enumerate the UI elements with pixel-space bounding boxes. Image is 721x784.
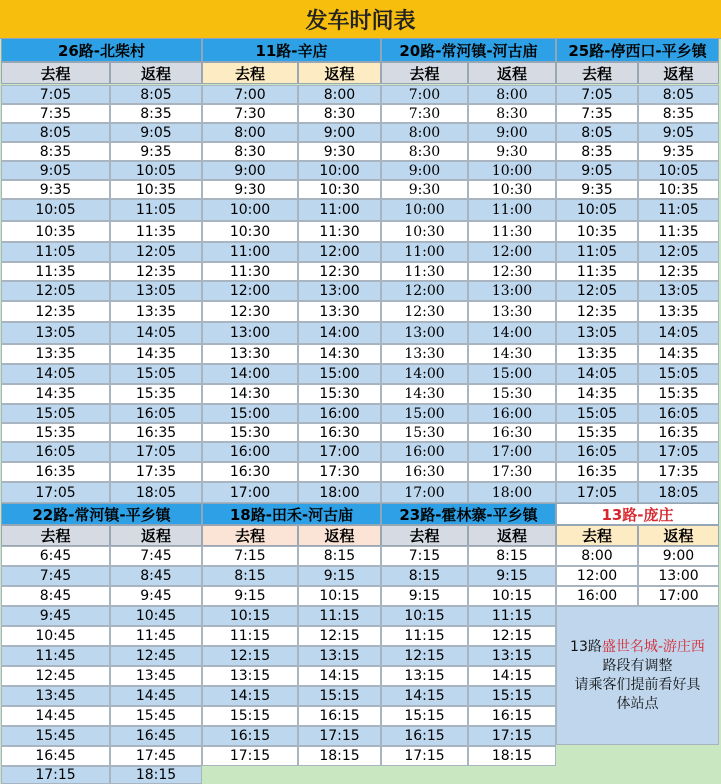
time-cell: 8:30 <box>298 104 381 123</box>
time-cell: 12:05 <box>556 281 638 301</box>
time-cell: 12:35 <box>1 301 110 322</box>
time-cell: 13:00 <box>468 281 556 301</box>
time-cell: 8:00 <box>468 85 556 104</box>
time-cell: 15:00 <box>381 404 468 423</box>
time-cell: 6:45 <box>1 546 110 566</box>
return-label: 返程 <box>468 525 556 546</box>
time-cell: 15:05 <box>110 364 202 384</box>
time-cell: 13:35 <box>110 301 202 322</box>
time-cell: 7:05 <box>1 85 110 104</box>
time-cell: 16:05 <box>110 404 202 423</box>
time-cell: 17:00 <box>202 482 298 503</box>
time-cell: 10:05 <box>1 199 110 221</box>
return-label: 返程 <box>468 62 556 84</box>
time-cell: 7:35 <box>556 104 638 123</box>
time-cell: 8:45 <box>110 566 202 586</box>
time-cell: 9:15 <box>468 566 556 586</box>
time-cell: 8:15 <box>202 566 298 586</box>
time-cell: 11:05 <box>638 199 719 221</box>
time-cell: 8:35 <box>110 104 202 123</box>
time-cell: 8:35 <box>1 142 110 161</box>
time-cell: 9:00 <box>638 546 719 566</box>
time-cell: 16:00 <box>468 404 556 423</box>
time-cell: 8:00 <box>298 85 381 104</box>
time-cell: 14:05 <box>556 364 638 384</box>
time-cell: 8:35 <box>556 142 638 161</box>
time-cell: 12:00 <box>298 242 381 262</box>
time-cell: 16:30 <box>468 423 556 442</box>
time-cell: 11:30 <box>468 221 556 242</box>
time-cell: 12:15 <box>202 646 298 666</box>
time-cell: 14:45 <box>1 706 110 726</box>
time-cell: 11:35 <box>1 262 110 281</box>
time-cell: 16:30 <box>381 462 468 482</box>
time-cell: 12:00 <box>468 242 556 262</box>
time-cell: 11:30 <box>202 262 298 281</box>
route-header: 13路-庞庄 <box>556 503 719 525</box>
time-cell: 17:15 <box>381 746 468 766</box>
time-cell: 9:00 <box>298 123 381 142</box>
time-cell: 12:05 <box>110 242 202 262</box>
time-cell: 16:35 <box>110 423 202 442</box>
time-cell: 13:00 <box>638 566 719 586</box>
time-cell: 9:30 <box>468 142 556 161</box>
time-cell: 13:15 <box>298 646 381 666</box>
time-cell: 9:15 <box>381 586 468 606</box>
notice-line-1: 13路盛世名城-游庄西 <box>570 638 705 655</box>
time-cell: 17:05 <box>638 442 719 462</box>
time-cell: 14:30 <box>381 384 468 404</box>
time-cell: 8:15 <box>298 546 381 566</box>
time-cell: 16:30 <box>298 423 381 442</box>
time-cell: 14:35 <box>1 384 110 404</box>
time-cell: 15:15 <box>468 686 556 706</box>
time-cell: 12:30 <box>298 262 381 281</box>
time-cell: 16:15 <box>381 726 468 746</box>
time-cell: 10:15 <box>381 606 468 626</box>
page-title: 发车时间表 <box>0 0 721 39</box>
time-cell: 10:30 <box>381 221 468 242</box>
time-cell: 8:05 <box>1 123 110 142</box>
time-cell: 8:05 <box>110 85 202 104</box>
time-cell: 13:45 <box>110 666 202 686</box>
time-cell: 9:45 <box>1 606 110 626</box>
time-cell: 15:35 <box>110 384 202 404</box>
time-cell: 17:15 <box>1 766 110 784</box>
time-cell: 12:30 <box>381 301 468 322</box>
return-label: 返程 <box>638 525 719 546</box>
time-cell: 8:00 <box>556 546 638 566</box>
time-cell: 8:05 <box>638 85 719 104</box>
time-cell: 15:35 <box>556 423 638 442</box>
time-cell: 12:05 <box>1 281 110 301</box>
route-header: 26路-北柴村 <box>1 38 202 62</box>
time-cell: 15:05 <box>638 364 719 384</box>
time-cell: 10:45 <box>1 626 110 646</box>
time-cell: 9:05 <box>556 161 638 180</box>
time-cell: 14:30 <box>298 344 381 364</box>
time-cell: 13:00 <box>202 322 298 344</box>
time-cell: 10:15 <box>468 586 556 606</box>
time-cell: 7:00 <box>381 85 468 104</box>
time-cell: 13:00 <box>381 322 468 344</box>
return-label: 返程 <box>298 525 381 546</box>
time-cell: 10:15 <box>298 586 381 606</box>
time-cell: 15:05 <box>1 404 110 423</box>
return-label: 返程 <box>110 525 202 546</box>
time-cell: 7:05 <box>556 85 638 104</box>
time-cell: 13:45 <box>1 686 110 706</box>
time-cell: 15:30 <box>202 423 298 442</box>
time-cell: 9:35 <box>556 180 638 199</box>
time-cell: 13:35 <box>638 301 719 322</box>
route-header: 11路-辛店 <box>202 38 381 62</box>
time-cell: 14:15 <box>381 686 468 706</box>
time-cell: 15:00 <box>298 364 381 384</box>
time-cell: 12:35 <box>110 262 202 281</box>
notice-line-2: 路段有调整 <box>602 657 673 674</box>
time-cell: 10:35 <box>556 221 638 242</box>
time-cell: 11:05 <box>1 242 110 262</box>
time-cell: 9:00 <box>468 123 556 142</box>
outbound-label: 去程 <box>381 525 468 546</box>
time-cell: 13:05 <box>638 281 719 301</box>
time-cell: 13:35 <box>1 344 110 364</box>
time-cell: 8:45 <box>1 586 110 606</box>
time-cell: 16:15 <box>468 706 556 726</box>
time-cell: 9:05 <box>638 123 719 142</box>
time-cell: 12:15 <box>468 626 556 646</box>
route-header: 20路-常河镇-河古庙 <box>381 38 556 62</box>
time-cell: 10:35 <box>110 180 202 199</box>
time-cell: 15:05 <box>556 404 638 423</box>
time-cell: 11:35 <box>110 221 202 242</box>
time-cell: 13:05 <box>110 281 202 301</box>
time-cell: 11:00 <box>202 242 298 262</box>
time-cell: 14:15 <box>468 666 556 686</box>
time-cell: 13:35 <box>556 344 638 364</box>
time-cell: 16:00 <box>298 404 381 423</box>
time-cell: 17:35 <box>638 462 719 482</box>
time-cell: 16:45 <box>1 746 110 766</box>
time-cell: 7:15 <box>381 546 468 566</box>
time-cell: 9:15 <box>298 566 381 586</box>
time-cell: 17:15 <box>202 746 298 766</box>
time-cell: 17:00 <box>638 586 719 606</box>
time-cell: 10:00 <box>202 199 298 221</box>
time-cell: 9:30 <box>381 180 468 199</box>
time-cell: 10:45 <box>110 606 202 626</box>
time-cell: 17:15 <box>298 726 381 746</box>
time-cell: 18:05 <box>638 482 719 503</box>
time-cell: 13:15 <box>468 646 556 666</box>
time-cell: 14:00 <box>298 322 381 344</box>
time-cell: 9:05 <box>1 161 110 180</box>
time-cell: 9:00 <box>202 161 298 180</box>
time-cell: 11:15 <box>298 606 381 626</box>
time-cell: 10:00 <box>381 199 468 221</box>
time-cell: 15:00 <box>202 404 298 423</box>
time-cell: 11:15 <box>468 606 556 626</box>
time-cell: 13:30 <box>298 301 381 322</box>
route-header: 18路-田禾-河古庙 <box>202 503 381 525</box>
time-cell: 14:15 <box>298 666 381 686</box>
time-cell: 14:05 <box>638 322 719 344</box>
time-cell: 14:05 <box>110 322 202 344</box>
time-cell: 11:00 <box>381 242 468 262</box>
time-cell: 7:30 <box>381 104 468 123</box>
time-cell: 16:35 <box>638 423 719 442</box>
time-cell: 14:45 <box>110 686 202 706</box>
time-cell: 11:00 <box>298 199 381 221</box>
time-cell: 18:00 <box>298 482 381 503</box>
time-cell: 15:45 <box>110 706 202 726</box>
time-cell: 16:00 <box>381 442 468 462</box>
time-cell: 14:00 <box>468 322 556 344</box>
time-cell: 18:15 <box>110 766 202 784</box>
time-cell: 15:00 <box>468 364 556 384</box>
time-cell: 9:35 <box>638 142 719 161</box>
time-cell: 17:30 <box>468 462 556 482</box>
time-cell: 15:30 <box>468 384 556 404</box>
time-cell: 7:00 <box>202 85 298 104</box>
time-cell: 12:45 <box>1 666 110 686</box>
return-label: 返程 <box>298 62 381 84</box>
time-cell: 17:45 <box>110 746 202 766</box>
time-cell: 17:00 <box>468 442 556 462</box>
time-cell: 12:15 <box>298 626 381 646</box>
time-cell: 10:35 <box>638 180 719 199</box>
time-cell: 12:00 <box>556 566 638 586</box>
time-cell: 16:35 <box>1 462 110 482</box>
time-cell: 9:35 <box>110 142 202 161</box>
time-cell: 14:15 <box>202 686 298 706</box>
time-cell: 13:15 <box>202 666 298 686</box>
time-cell: 11:05 <box>110 199 202 221</box>
time-cell: 8:30 <box>381 142 468 161</box>
time-cell: 11:35 <box>556 262 638 281</box>
time-cell: 14:35 <box>110 344 202 364</box>
time-cell: 13:00 <box>298 281 381 301</box>
time-cell: 15:45 <box>1 726 110 746</box>
outbound-label: 去程 <box>1 525 110 546</box>
time-cell: 16:15 <box>202 726 298 746</box>
time-cell: 15:15 <box>202 706 298 726</box>
time-cell: 8:15 <box>381 566 468 586</box>
time-cell: 9:30 <box>298 142 381 161</box>
time-cell: 15:30 <box>381 423 468 442</box>
return-label: 返程 <box>638 62 719 84</box>
time-cell: 18:00 <box>468 482 556 503</box>
time-cell: 9:35 <box>1 180 110 199</box>
time-cell: 11:45 <box>1 646 110 666</box>
time-cell: 18:15 <box>468 746 556 766</box>
time-cell: 10:15 <box>202 606 298 626</box>
return-label: 返程 <box>110 62 202 84</box>
time-cell: 7:30 <box>202 104 298 123</box>
time-cell: 15:35 <box>1 423 110 442</box>
time-cell: 13:30 <box>468 301 556 322</box>
time-cell: 9:00 <box>381 161 468 180</box>
time-cell: 8:30 <box>468 104 556 123</box>
time-cell: 7:35 <box>1 104 110 123</box>
time-cell: 11:15 <box>202 626 298 646</box>
time-cell: 16:30 <box>202 462 298 482</box>
time-cell: 15:35 <box>638 384 719 404</box>
time-cell: 9:05 <box>110 123 202 142</box>
time-cell: 8:15 <box>468 546 556 566</box>
notice-line-3: 请乘客们提前看好具 <box>574 676 701 693</box>
route-header: 22路-常河镇-平乡镇 <box>1 503 202 525</box>
time-cell: 9:45 <box>110 586 202 606</box>
time-cell: 16:00 <box>556 586 638 606</box>
route-header: 23路-霍林寨-平乡镇 <box>381 503 556 525</box>
time-cell: 14:00 <box>381 364 468 384</box>
time-cell: 15:15 <box>381 706 468 726</box>
time-cell: 14:00 <box>202 364 298 384</box>
time-cell: 12:35 <box>638 262 719 281</box>
time-cell: 14:30 <box>202 384 298 404</box>
time-cell: 17:35 <box>110 462 202 482</box>
time-cell: 15:30 <box>298 384 381 404</box>
time-cell: 10:30 <box>468 180 556 199</box>
time-cell: 11:45 <box>110 626 202 646</box>
outbound-label: 去程 <box>556 62 638 84</box>
time-cell: 12:05 <box>638 242 719 262</box>
time-cell: 18:05 <box>110 482 202 503</box>
time-cell: 10:00 <box>468 161 556 180</box>
time-cell: 12:45 <box>110 646 202 666</box>
time-cell: 16:15 <box>298 706 381 726</box>
time-cell: 10:30 <box>202 221 298 242</box>
time-cell: 12:00 <box>381 281 468 301</box>
time-cell: 14:35 <box>638 344 719 364</box>
time-cell: 8:05 <box>556 123 638 142</box>
time-cell: 10:05 <box>638 161 719 180</box>
time-cell: 13:30 <box>381 344 468 364</box>
route-13-notice <box>556 606 719 745</box>
time-cell: 13:15 <box>381 666 468 686</box>
time-cell: 17:15 <box>468 726 556 746</box>
outbound-label: 去程 <box>381 62 468 84</box>
time-cell: 13:05 <box>556 322 638 344</box>
time-cell: 8:35 <box>638 104 719 123</box>
time-cell: 15:15 <box>298 686 381 706</box>
time-cell: 17:05 <box>110 442 202 462</box>
outbound-label: 去程 <box>202 62 298 84</box>
route-header: 25路-停西口-平乡镇 <box>556 38 719 62</box>
time-cell: 16:00 <box>202 442 298 462</box>
time-cell: 7:45 <box>1 566 110 586</box>
time-cell: 8:00 <box>202 123 298 142</box>
time-cell: 16:05 <box>1 442 110 462</box>
notice-line-4: 体站点 <box>616 695 659 712</box>
time-cell: 16:05 <box>556 442 638 462</box>
time-cell: 11:30 <box>298 221 381 242</box>
time-cell: 16:35 <box>556 462 638 482</box>
time-cell: 8:00 <box>381 123 468 142</box>
time-cell: 17:30 <box>298 462 381 482</box>
time-cell: 7:45 <box>110 546 202 566</box>
time-cell: 13:30 <box>202 344 298 364</box>
time-cell: 10:00 <box>298 161 381 180</box>
time-cell: 8:30 <box>202 142 298 161</box>
outbound-label: 去程 <box>556 525 638 546</box>
time-cell: 12:15 <box>381 646 468 666</box>
time-cell: 10:35 <box>1 221 110 242</box>
time-cell: 17:05 <box>556 482 638 503</box>
time-cell: 11:15 <box>381 626 468 646</box>
time-cell: 12:30 <box>202 301 298 322</box>
outbound-label: 去程 <box>1 62 110 84</box>
time-cell: 11:35 <box>638 221 719 242</box>
time-cell: 11:30 <box>381 262 468 281</box>
time-cell: 7:15 <box>202 546 298 566</box>
time-cell: 18:15 <box>298 746 381 766</box>
time-cell: 9:30 <box>202 180 298 199</box>
time-cell: 11:05 <box>556 242 638 262</box>
time-cell: 14:05 <box>1 364 110 384</box>
time-cell: 17:00 <box>381 482 468 503</box>
time-cell: 11:00 <box>468 199 556 221</box>
time-cell: 12:00 <box>202 281 298 301</box>
time-cell: 16:45 <box>110 726 202 746</box>
time-cell: 12:35 <box>556 301 638 322</box>
time-cell: 14:30 <box>468 344 556 364</box>
time-cell: 17:00 <box>298 442 381 462</box>
time-cell: 12:30 <box>468 262 556 281</box>
time-cell: 14:35 <box>556 384 638 404</box>
time-cell: 9:15 <box>202 586 298 606</box>
time-cell: 13:05 <box>1 322 110 344</box>
time-cell: 17:05 <box>1 482 110 503</box>
outbound-label: 去程 <box>202 525 298 546</box>
time-cell: 16:05 <box>638 404 719 423</box>
time-cell: 10:05 <box>110 161 202 180</box>
time-cell: 10:05 <box>556 199 638 221</box>
time-cell: 10:30 <box>298 180 381 199</box>
